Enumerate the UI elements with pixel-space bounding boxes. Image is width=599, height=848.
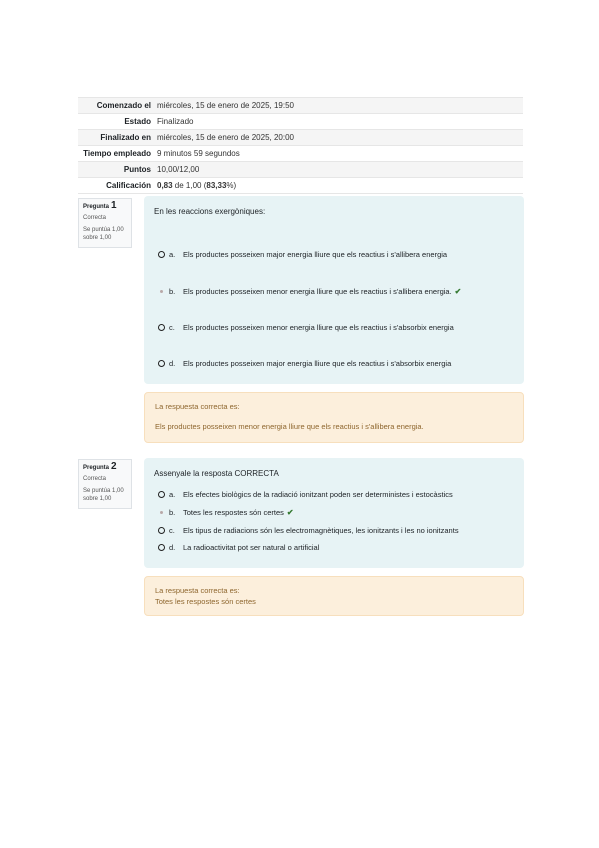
answer-option-b[interactable] <box>158 287 461 297</box>
question-state: Correcta <box>83 476 107 482</box>
grade-of-text: de 1,00 ( <box>172 181 207 190</box>
radio-icon[interactable] <box>158 251 165 258</box>
question-info-1 <box>78 198 132 248</box>
option-letter: a. <box>169 490 176 499</box>
radio-icon[interactable] <box>158 324 165 331</box>
option-text: Totes les respostes són certes <box>183 508 284 517</box>
grade-percent: 83,33 <box>206 181 227 190</box>
question-number-value: 1 <box>111 200 117 211</box>
question-number <box>83 463 127 472</box>
answer-option-c[interactable] <box>158 526 459 536</box>
feedback-answer: Totes les respostes són certes <box>155 597 256 606</box>
summary-value: 9 minutos 59 segundos <box>154 146 523 162</box>
option-text: Els productes posseixen menor energia lliure que els reactius i s'absorbix energia <box>183 323 454 332</box>
radio-icon[interactable] <box>158 509 165 516</box>
summary-row-grade <box>78 178 523 194</box>
question-state: Correcta <box>83 215 107 221</box>
question-number-label: Pregunta <box>83 204 110 210</box>
summary-row <box>78 114 523 130</box>
question-grade: Se puntúa 1,00 sobre 1,00 <box>83 227 124 241</box>
answer-option-a[interactable] <box>158 250 447 260</box>
option-text: Els productes posseixen menor energia lliure que els reactius i s'allibera energia. <box>183 287 452 296</box>
summary-label: Puntos <box>78 162 154 178</box>
summary-value: miércoles, 15 de enero de 2025, 20:00 <box>154 130 523 146</box>
radio-icon[interactable] <box>158 360 165 367</box>
summary-label: Estado <box>78 114 154 130</box>
summary-value: miércoles, 15 de enero de 2025, 19:50 <box>154 98 523 114</box>
grade-suffix: %) <box>226 181 237 190</box>
summary-label: Finalizado en <box>78 130 154 146</box>
answer-option-d[interactable] <box>158 543 319 553</box>
question-number <box>83 202 127 211</box>
attempt-summary-table <box>78 97 523 194</box>
question-formulation-1 <box>144 196 524 384</box>
option-text: Els tipus de radiacions són les electromagnètiques, les ionitzants i les no ionitzants <box>183 526 459 535</box>
grade-value <box>154 178 523 194</box>
grade-score: 0,83 <box>157 181 173 190</box>
option-text: Els productes posseixen major energia lliure que els reactius i s'allibera energia <box>183 250 448 259</box>
radio-icon[interactable] <box>158 288 165 295</box>
question-text: En les reaccions exergòniques: <box>154 207 266 216</box>
option-text: Els productes posseixen major energia lliure que els reactius i s'absorbix energia <box>183 359 452 368</box>
correct-answer-feedback-1 <box>144 392 524 443</box>
option-letter: a. <box>169 250 176 259</box>
feedback-title: La respuesta correcta es: <box>155 402 240 411</box>
feedback-answer: Els productes posseixen menor energia lliure que els reactius i s'allibera energia. <box>155 422 424 431</box>
radio-icon[interactable] <box>158 544 165 551</box>
grade-label: Calificación <box>78 178 154 194</box>
option-letter: b. <box>169 508 176 517</box>
option-text: Els efectes biològics de la radiació ionitzant poden ser deterministes i estocàstics <box>183 490 453 499</box>
summary-value: 10,00/12,00 <box>154 162 523 178</box>
check-icon: ✔ <box>454 287 462 296</box>
question-formulation-2 <box>144 458 524 568</box>
answer-option-d[interactable] <box>158 359 451 369</box>
summary-value: Finalizado <box>154 114 523 130</box>
summary-row <box>78 162 523 178</box>
correct-answer-feedback-2 <box>144 576 524 616</box>
summary-row <box>78 130 523 146</box>
question-number-value: 2 <box>111 461 117 472</box>
option-text: La radioactivitat pot ser natural o artificial <box>183 543 320 552</box>
question-grade: Se puntúa 1,00 sobre 1,00 <box>83 488 124 502</box>
question-text: Assenyale la resposta CORRECTA <box>154 469 279 478</box>
option-letter: d. <box>169 359 176 368</box>
summary-row <box>78 146 523 162</box>
summary-label: Comenzado el <box>78 98 154 114</box>
answer-option-a[interactable] <box>158 490 453 500</box>
check-icon: ✔ <box>286 508 294 517</box>
answer-option-b[interactable] <box>158 508 294 518</box>
question-number-label: Pregunta <box>83 465 110 471</box>
summary-label: Tiempo empleado <box>78 146 154 162</box>
summary-row <box>78 98 523 114</box>
radio-icon[interactable] <box>158 527 165 534</box>
question-info-2 <box>78 459 132 509</box>
option-letter: c. <box>169 526 175 535</box>
answer-option-c[interactable] <box>158 323 454 333</box>
feedback-title: La respuesta correcta es: <box>155 586 240 595</box>
option-letter: d. <box>169 543 176 552</box>
radio-icon[interactable] <box>158 491 165 498</box>
option-letter: c. <box>169 323 175 332</box>
option-letter: b. <box>169 287 176 296</box>
